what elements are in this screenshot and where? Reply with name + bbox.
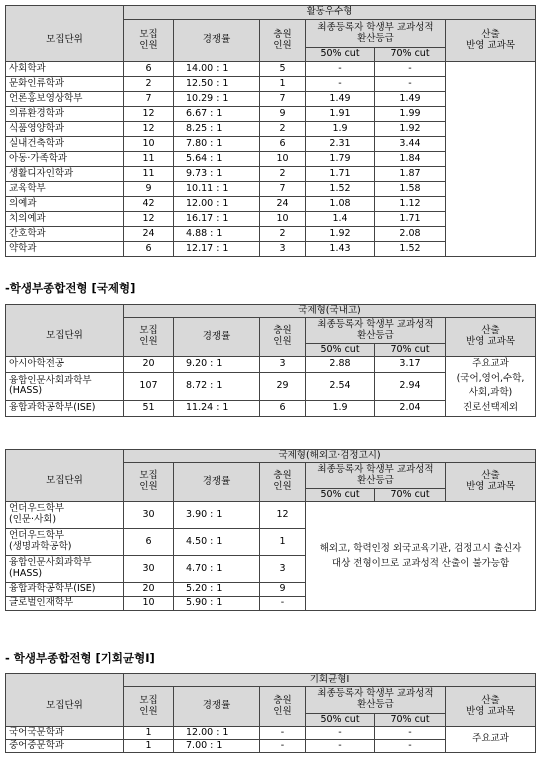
cell-additional: 1 xyxy=(260,77,306,92)
cell-p50: - xyxy=(306,727,375,740)
cell-additional: 2 xyxy=(260,167,306,182)
cell-unit: 아시아학전공 xyxy=(6,357,124,373)
cell-rate: 4.70 : 1 xyxy=(174,556,260,583)
cell-p50: 1.92 xyxy=(306,227,375,242)
table-header-empty xyxy=(6,674,124,687)
cell-quota: 30 xyxy=(124,556,174,583)
cell-rate: 11.24 : 1 xyxy=(174,401,260,417)
header-additional: 충원 인원 xyxy=(260,318,306,357)
cell-additional: 2 xyxy=(260,122,306,137)
section-heading-international: -학생부종합전형 [국제형] xyxy=(5,281,136,295)
cell-quota: 10 xyxy=(124,137,174,152)
cell-unit: 언더우드학부 (생명과학공학) xyxy=(6,529,124,556)
header-grade: 최종등록자 학생부 교과성적 환산등급 xyxy=(306,463,446,489)
header-grade: 최종등록자 학생부 교과성적 환산등급 xyxy=(306,318,446,344)
cell-additional: 3 xyxy=(260,242,306,257)
header-rate: 경쟁률 xyxy=(174,20,260,62)
cell-unit: 간호학과 xyxy=(6,227,124,242)
cell-rate: 9.73 : 1 xyxy=(174,167,260,182)
cell-rate: 9.20 : 1 xyxy=(174,357,260,373)
cell-rate: 5.64 : 1 xyxy=(174,152,260,167)
cell-rate: 10.29 : 1 xyxy=(174,92,260,107)
cell-unit: 언론홍보영상학부 xyxy=(6,92,124,107)
cell-unit: 의예과 xyxy=(6,197,124,212)
cell-unit: 문화인류학과 xyxy=(6,77,124,92)
cell-p50: 2.54 xyxy=(306,372,375,401)
cell-rate: 12.50 : 1 xyxy=(174,77,260,92)
cell-rate: 4.50 : 1 xyxy=(174,529,260,556)
cell-p70: 1.58 xyxy=(375,182,446,197)
header-p50: 50% cut xyxy=(306,344,375,357)
calc-line: (국어,영어,수학, 사회,과학) xyxy=(456,372,525,399)
header-p70: 70% cut xyxy=(375,344,446,357)
cell-quota: 24 xyxy=(124,227,174,242)
cell-quota: 12 xyxy=(124,107,174,122)
cell-unit: 약학과 xyxy=(6,242,124,257)
cell-additional: 6 xyxy=(260,401,306,417)
cell-additional: 12 xyxy=(260,502,306,529)
cell-quota: 12 xyxy=(124,122,174,137)
cell-p70: - xyxy=(375,727,446,740)
table-title: 기회균형Ⅰ xyxy=(124,674,536,687)
cell-p70: - xyxy=(375,77,446,92)
cell-unit: 융합과학공학부(ISE) xyxy=(6,583,124,597)
cell-unit: 글로벌인재학부 xyxy=(6,597,124,611)
cell-unit: 실내건축학과 xyxy=(6,137,124,152)
cell-p70: 1.12 xyxy=(375,197,446,212)
cell-quota: 30 xyxy=(124,502,174,529)
header-calc: 산출 반영 교과목 xyxy=(446,463,536,502)
header-p50: 50% cut xyxy=(306,48,375,62)
cell-p50: 2.88 xyxy=(306,357,375,373)
cell-p70: 2.04 xyxy=(375,401,446,417)
cell-additional: 10 xyxy=(260,152,306,167)
table-title: 국제형(국내고) xyxy=(124,305,536,318)
table-opportunity xyxy=(5,673,536,753)
cell-p70: 1.87 xyxy=(375,167,446,182)
table-row xyxy=(6,727,536,740)
section-heading-opportunity: - 학생부종합전형 [기회균형Ⅰ] xyxy=(5,651,155,665)
cell-calc-subjects xyxy=(446,357,536,417)
header-quota: 모집 인원 xyxy=(124,463,174,502)
cell-p50: 1.49 xyxy=(306,92,375,107)
cell-p70: 1.71 xyxy=(375,212,446,227)
header-grade: 최종등록자 학생부 교과성적 환산등급 xyxy=(306,20,446,48)
calc-line: 주요교과 xyxy=(472,358,509,369)
header-unit: 모집단위 xyxy=(6,463,124,502)
cell-p70: - xyxy=(375,62,446,77)
cell-additional: - xyxy=(260,740,306,753)
table-international-overseas xyxy=(5,449,536,611)
cell-rate: 5.20 : 1 xyxy=(174,583,260,597)
cell-additional: 6 xyxy=(260,137,306,152)
cell-rate: 6.67 : 1 xyxy=(174,107,260,122)
header-calc: 산출 반영 교과목 xyxy=(446,687,536,727)
header-rate: 경쟁률 xyxy=(174,687,260,727)
cell-p50: 1.91 xyxy=(306,107,375,122)
cell-quota: 51 xyxy=(124,401,174,417)
cell-additional: 9 xyxy=(260,583,306,597)
cell-p50: 2.31 xyxy=(306,137,375,152)
header-p70: 70% cut xyxy=(375,489,446,502)
calc-line: 진로선택제외 xyxy=(462,402,519,414)
header-quota: 모집 인원 xyxy=(124,318,174,357)
header-rate: 경쟁률 xyxy=(174,463,260,502)
cell-calc-subjects: 주요교과 xyxy=(446,727,536,753)
cell-quota: 12 xyxy=(124,212,174,227)
cell-unit: 치의예과 xyxy=(6,212,124,227)
cell-quota: 1 xyxy=(124,740,174,753)
header-unit: 모집단위 xyxy=(6,687,124,727)
cell-p50: 1.43 xyxy=(306,242,375,257)
cell-quota: 9 xyxy=(124,182,174,197)
cell-additional: 3 xyxy=(260,556,306,583)
table-activity xyxy=(5,5,536,257)
header-p50: 50% cut xyxy=(306,489,375,502)
cell-additional: 2 xyxy=(260,227,306,242)
cell-additional: 5 xyxy=(260,62,306,77)
header-p50: 50% cut xyxy=(306,714,375,727)
cell-quota: 11 xyxy=(124,152,174,167)
header-rate: 경쟁률 xyxy=(174,318,260,357)
cell-p70: - xyxy=(375,740,446,753)
cell-p50: 1.4 xyxy=(306,212,375,227)
cell-p70: 2.08 xyxy=(375,227,446,242)
cell-rate: 4.88 : 1 xyxy=(174,227,260,242)
cell-unit: 교육학부 xyxy=(6,182,124,197)
cell-quota: 20 xyxy=(124,357,174,373)
cell-p70: 1.52 xyxy=(375,242,446,257)
cell-quota: 42 xyxy=(124,197,174,212)
cell-unit: 식품영양학과 xyxy=(6,122,124,137)
header-calc: 산출 반영 교과목 xyxy=(446,318,536,357)
cell-p50: 1.52 xyxy=(306,182,375,197)
cell-rate: 7.80 : 1 xyxy=(174,137,260,152)
cell-unit: 아동·가족학과 xyxy=(6,152,124,167)
cell-rate: 16.17 : 1 xyxy=(174,212,260,227)
table-header-empty xyxy=(6,6,124,20)
cell-p50: - xyxy=(306,62,375,77)
cell-additional: 9 xyxy=(260,107,306,122)
cell-calc-subjects xyxy=(446,62,536,257)
table-international-domestic xyxy=(5,304,536,417)
cell-note: 해외고, 학력인정 외국교육기관, 검정고시 출신자 대상 전형이므로 교과성적 산출이 불가능함 xyxy=(306,502,536,611)
cell-additional: 7 xyxy=(260,182,306,197)
cell-p50: 1.9 xyxy=(306,122,375,137)
cell-quota: 6 xyxy=(124,529,174,556)
table-title: 국제형(해외고·검정고시) xyxy=(124,450,536,463)
cell-rate: 10.11 : 1 xyxy=(174,182,260,197)
cell-additional: 1 xyxy=(260,529,306,556)
cell-unit: 언더우드학부 (인문·사회) xyxy=(6,502,124,529)
cell-p70: 1.49 xyxy=(375,92,446,107)
cell-p70: 1.99 xyxy=(375,107,446,122)
cell-p70: 3.44 xyxy=(375,137,446,152)
header-unit: 모집단위 xyxy=(6,20,124,62)
cell-additional: 24 xyxy=(260,197,306,212)
cell-additional: 3 xyxy=(260,357,306,373)
cell-rate: 12.17 : 1 xyxy=(174,242,260,257)
header-additional: 충원 인원 xyxy=(260,20,306,62)
table-row xyxy=(6,502,536,529)
header-unit: 모집단위 xyxy=(6,318,124,357)
cell-additional: - xyxy=(260,597,306,611)
cell-quota: 6 xyxy=(124,62,174,77)
header-calc: 산출 반영 교과목 xyxy=(446,20,536,62)
header-quota: 모집 인원 xyxy=(124,687,174,727)
cell-unit: 생활디자인학과 xyxy=(6,167,124,182)
cell-p50: - xyxy=(306,77,375,92)
cell-p50: 1.79 xyxy=(306,152,375,167)
cell-quota: 2 xyxy=(124,77,174,92)
cell-unit: 사회학과 xyxy=(6,62,124,77)
cell-quota: 7 xyxy=(124,92,174,107)
cell-rate: 8.72 : 1 xyxy=(174,372,260,401)
cell-additional: 10 xyxy=(260,212,306,227)
cell-rate: 14.00 : 1 xyxy=(174,62,260,77)
cell-p70: 2.94 xyxy=(375,372,446,401)
cell-unit: 융합과학공학부(ISE) xyxy=(6,401,124,417)
cell-additional: - xyxy=(260,727,306,740)
cell-unit: 국어국문학과 xyxy=(6,727,124,740)
cell-p50: 1.71 xyxy=(306,167,375,182)
cell-quota: 11 xyxy=(124,167,174,182)
cell-rate: 12.00 : 1 xyxy=(174,197,260,212)
cell-p50: 1.9 xyxy=(306,401,375,417)
cell-unit: 융합인문사회과학부 (HASS) xyxy=(6,556,124,583)
cell-rate: 3.90 : 1 xyxy=(174,502,260,529)
cell-rate: 8.25 : 1 xyxy=(174,122,260,137)
header-p70: 70% cut xyxy=(375,714,446,727)
cell-quota: 1 xyxy=(124,727,174,740)
table-row xyxy=(6,62,536,77)
cell-additional: 29 xyxy=(260,372,306,401)
cell-p50: - xyxy=(306,740,375,753)
header-additional: 충원 인원 xyxy=(260,463,306,502)
cell-unit: 의류환경학과 xyxy=(6,107,124,122)
cell-rate: 5.90 : 1 xyxy=(174,597,260,611)
table-header-empty xyxy=(6,450,124,463)
cell-quota: 107 xyxy=(124,372,174,401)
cell-quota: 10 xyxy=(124,597,174,611)
cell-unit: 융합인문사회과학부 (HASS) xyxy=(6,372,124,401)
cell-additional: 7 xyxy=(260,92,306,107)
cell-p70: 3.17 xyxy=(375,357,446,373)
header-additional: 충원 인원 xyxy=(260,687,306,727)
cell-quota: 20 xyxy=(124,583,174,597)
header-p70: 70% cut xyxy=(375,48,446,62)
cell-rate: 7.00 : 1 xyxy=(174,740,260,753)
cell-quota: 6 xyxy=(124,242,174,257)
cell-rate: 12.00 : 1 xyxy=(174,727,260,740)
header-quota: 모집 인원 xyxy=(124,20,174,62)
header-grade: 최종등록자 학생부 교과성적 환산등급 xyxy=(306,687,446,714)
cell-unit: 중어중문학과 xyxy=(6,740,124,753)
table-header-empty xyxy=(6,305,124,318)
cell-p70: 1.84 xyxy=(375,152,446,167)
cell-p70: 1.92 xyxy=(375,122,446,137)
table-title: 활동우수형 xyxy=(124,6,536,20)
cell-p50: 1.08 xyxy=(306,197,375,212)
table-row xyxy=(6,357,536,373)
